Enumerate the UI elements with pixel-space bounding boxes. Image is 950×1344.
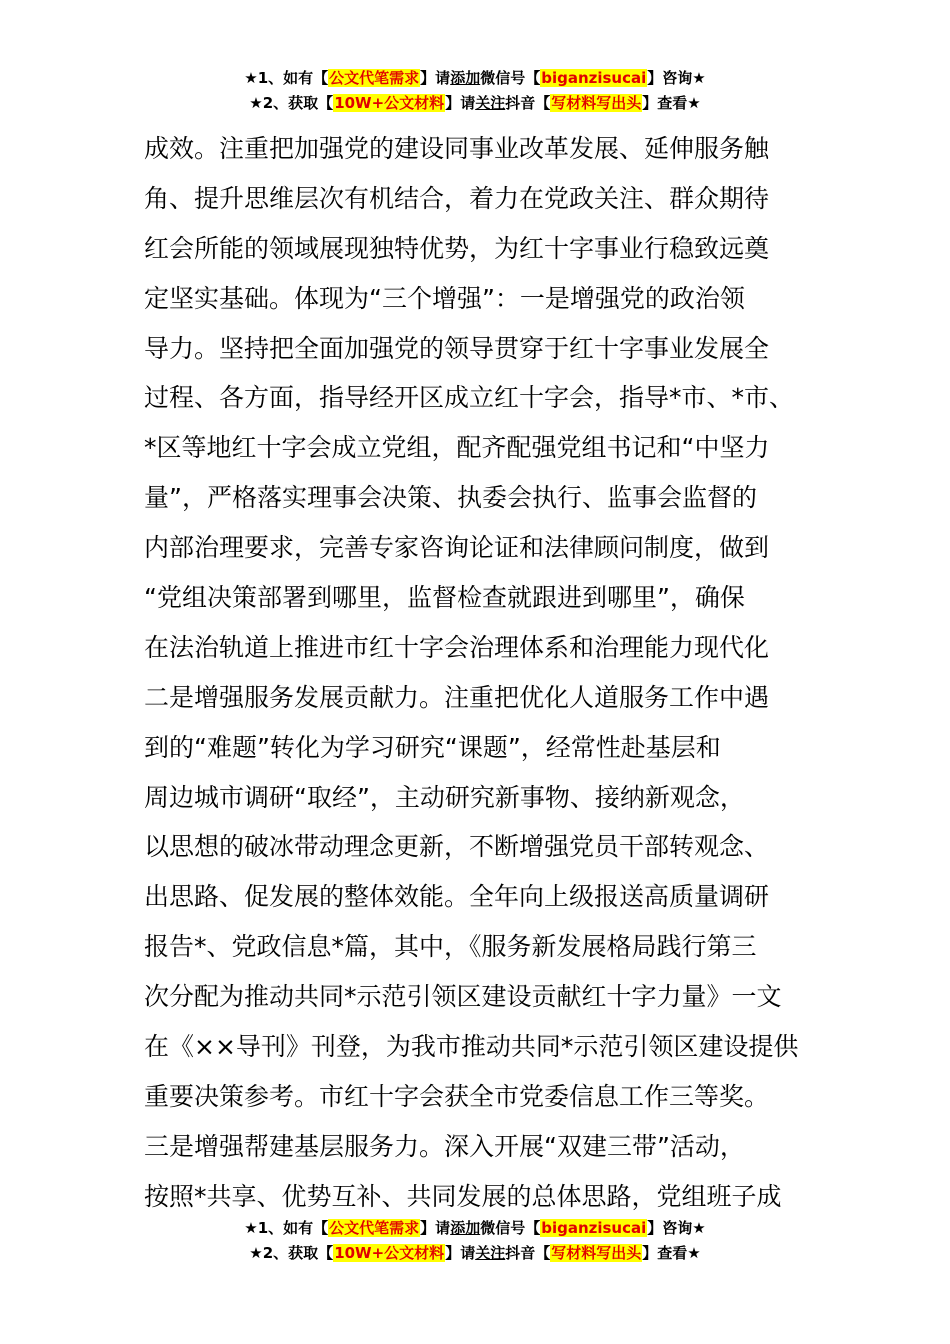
body-line: 三是增强帮建基层服务力。深入开展“双建三带”活动， (144, 1131, 745, 1161)
body-line: 量”，严格落实理事会决策、执委会执行、监事会监督的 (144, 483, 757, 513)
highlight-materials: 10W+公文材料 (334, 1244, 445, 1262)
body-line: 出思路、促发展的整体效能。全年向上级报送高质量调研 (144, 882, 770, 912)
body-line: 在法治轨道上推进市红十字会治理体系和治理能力现代化 (144, 632, 770, 662)
body-line: “党组决策部署到哪里，监督检查就跟进到哪里”，确保 (144, 583, 745, 613)
highlight-wechat-id: biganzisucai (541, 1219, 647, 1237)
promo-line-1: ★1、如有【公文代笔需求】请添加微信号【biganzisucai】咨询★ (244, 69, 706, 87)
header-promo-banner (0, 66, 950, 116)
body-line: *区等地红十字会成立党组，配齐配强党组书记和“中坚力 (144, 433, 770, 463)
star-icon: ★ (249, 94, 263, 112)
promo-line-2: ★2、获取【10W+公文材料】请关注抖音【写材料写出头】查看★ (249, 1244, 701, 1262)
star-icon: ★ (249, 1244, 263, 1262)
star-icon: ★ (244, 69, 258, 87)
highlight-douyin: 写材料写出头 (551, 1244, 642, 1262)
highlight-douyin: 写材料写出头 (551, 94, 642, 112)
promo-line-1: ★1、如有【公文代笔需求】请添加微信号【biganzisucai】咨询★ (244, 1219, 706, 1237)
star-icon: ★ (244, 1219, 258, 1237)
promo-line-2: ★2、获取【10W+公文材料】请关注抖音【写材料写出头】查看★ (249, 94, 701, 112)
body-line: 以思想的破冰带动理念更新，不断增强党员干部转观念、 (144, 832, 770, 862)
highlight-service: 公文代笔需求 (329, 1219, 420, 1237)
body-line: 重要决策参考。市红十字会获全市党委信息工作三等奖。 (144, 1081, 770, 1111)
body-line: 按照*共享、优势互补、共同发展的总体思路，党组班子成 (144, 1181, 782, 1211)
body-line: 报告*、党政信息*篇，其中，《服务新发展格局践行第三 (144, 932, 757, 962)
highlight-service: 公文代笔需求 (329, 69, 420, 87)
footer-promo-banner (0, 1216, 950, 1266)
body-line: 次分配为推动共同*示范引领区建设贡献红十字力量》一文 (144, 982, 782, 1012)
body-line: 成效。注重把加强党的建设同事业改革发展、延伸服务触 (144, 134, 770, 163)
document-body (144, 124, 814, 1222)
body-line: 角、提升思维层次有机结合，着力在党政关注、群众期待 (144, 183, 770, 213)
body-line: 过程、各方面，指导经开区成立红十字会，指导*市、*市、 (144, 383, 795, 413)
body-line: 内部治理要求，完善专家咨询论证和法律顾问制度，做到 (144, 533, 770, 563)
body-line: 红会所能的领域展现独特优势，为红十字事业行稳致远奠 (144, 233, 770, 263)
body-line: 二是增强服务发展贡献力。注重把优化人道服务工作中遇 (144, 682, 770, 712)
body-line: 在《××导刊》刊登，为我市推动共同*示范引领区建设提供 (144, 1032, 799, 1062)
highlight-wechat-id: biganzisucai (541, 69, 647, 87)
highlight-materials: 10W+公文材料 (334, 94, 445, 112)
body-line: 导力。坚持把全面加强党的领导贯穿于红十字事业发展全 (144, 333, 770, 363)
body-line: 定坚实基础。体现为“三个增强”：一是增强党的政治领 (144, 283, 745, 313)
body-line: 到的“难题”转化为学习研究“课题”，经常性赴基层和 (144, 732, 721, 762)
body-line: 周边城市调研“取经”，主动研究新事物、接纳新观念， (144, 782, 745, 812)
